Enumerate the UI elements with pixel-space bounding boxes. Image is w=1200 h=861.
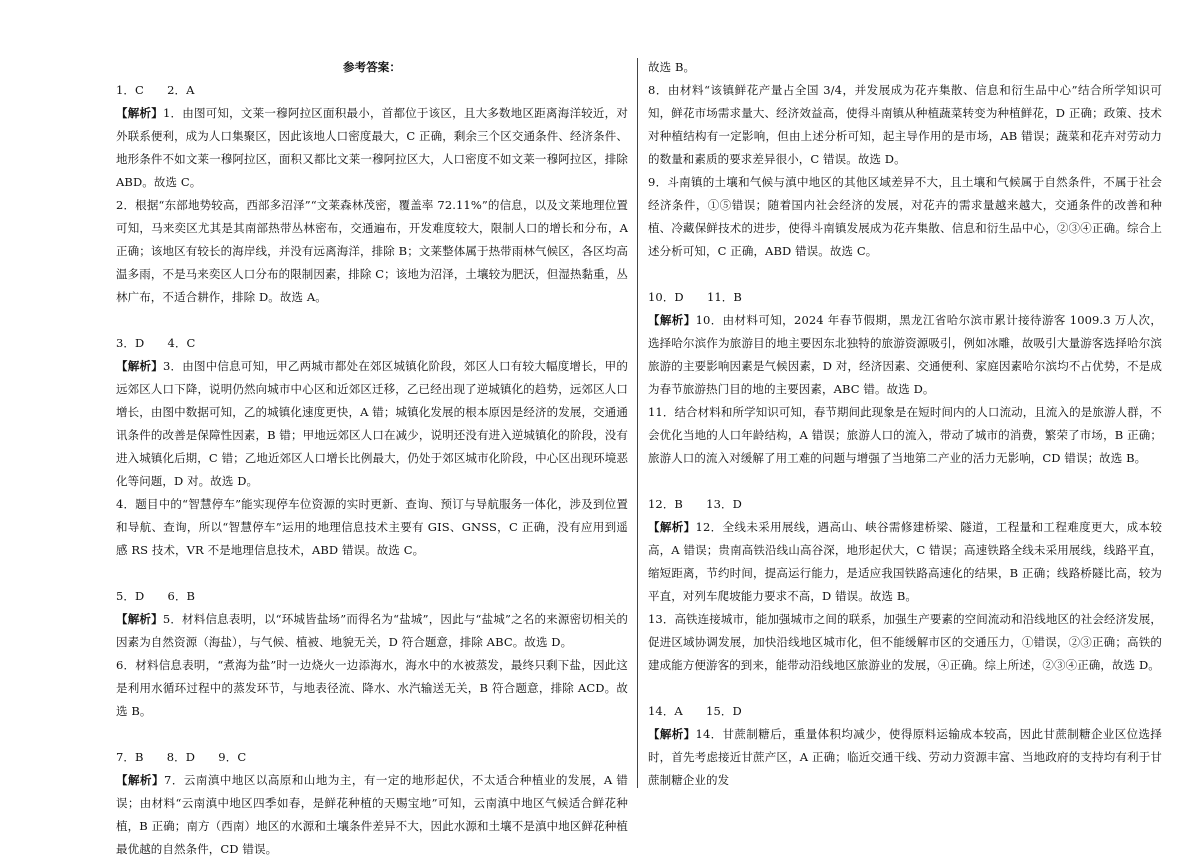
explanation-paragraph	[648, 171, 1162, 263]
paragraph-text: 9．斗南镇的土壤和气候与滇中地区的其他区域差异不大，且土壤和气候属于自然条件，不属于社会经济条件，①⑤错误；随着国内社会经济的发展，对花卉的需求量越来越大，交通条件的改善和种植、冷藏保鲜技术的进步，使得斗南镇发展成为花卉集散、信息和衍生品中心，②③④正确。综合上述分析可知，C 正确，ABD 错误。故选 C。	[648, 175, 1162, 258]
explanation-paragraph	[648, 723, 1162, 792]
answer-title: 参考答案：	[343, 60, 401, 74]
paragraph-text: 13．高铁连接城市，能加强城市之间的联系，加强生产要素的空间流动和沿线地区的社会经济发展，促进区域协调发展，加快沿线地区城市化，但不能缓解市区的交通压力，①错误，②③正确；高铁的建成能方便游客的到来，能带动沿线地区旅游业的发展，④正确。综上所述，②③④正确，故选 D。	[648, 612, 1162, 672]
explanation-paragraph	[648, 401, 1162, 470]
paragraph-text: 12．全线未采用展线，遇高山、峡谷需修建桥梁、隧道，工程量和工程难度更大，成本较高，A 错误；贵南高铁沿线山高谷深，地形起伏大，C 错误；高速铁路全线未采用展线，线路平直，缩短距离，节约时间，提高运行能力，是适应我国铁路高速化的结果，B 正确；线路桥隧比高，较为平直，对列车爬坡能力要求不高，D 错误。故选 B。	[648, 520, 1162, 603]
paragraph-text: 1．由图可知，文莱一穆阿拉区面积最小，首都位于该区，且大多数地区距离海洋较近，对外联系便利，成为人口集聚区，因此该地人口密度最大，C 正确，剩余三个区交通条件、经济条件、地形条件不如文莱一穆阿拉区，面积又都比文莱一穆阿拉区大，人口密度不如文莱一穆阿拉区，排除 ABD。故选 C。	[116, 106, 628, 189]
paragraph-text: 3．D 4．C	[116, 336, 196, 350]
explanation-paragraph	[116, 493, 628, 562]
explanation-paragraph	[648, 608, 1162, 677]
answer-key-line	[648, 493, 1162, 516]
analysis-tag: 【解析】	[648, 520, 696, 534]
paragraph-text: 5．D 6．B	[116, 589, 196, 603]
explanation-paragraph	[116, 102, 628, 194]
paragraph-text: 10．D 11．B	[648, 290, 742, 304]
explanation-paragraph	[116, 194, 628, 309]
blank-line	[116, 309, 628, 332]
paragraph-text: 2．根据“东部地势较高，西部多沼泽”“文莱森林茂密，覆盖率 72.11%”的信息，以及文莱地理位置可知，马来奕区尤其是其南部热带丛林密布，交通遍布，开发难度较大，限制人口的增长和分布，A 正确；该地区有较长的海岸线，并没有远离海洋，排除 B；文莱整体属于热带雨林气候区，各区均高温多雨，不是马来奕区人口分布的限制因素，排除 C；该地为沼泽，土壤较为肥沃，但湿热黏重，丛林广布，不适合耕作，排除 D。故选 A。	[116, 198, 628, 304]
explanation-paragraph	[116, 355, 628, 493]
answer-key-line	[116, 585, 628, 608]
paragraph-text: 14．甘蔗制糖后，重量体积均减少，使得原料运输成本较高，因此甘蔗制糖企业区位选择时，首先考虑接近甘蔗产区，A 正确；临近交通干线、劳动力资源丰富、当地政府的支持均有利于甘蔗制糖企业的发	[648, 727, 1162, 787]
answer-key-line	[648, 286, 1162, 309]
paragraph-text: 8．由材料“该镇鲜花产量占全国 3/4，并发展成为花卉集散、信息和衍生品中心”结合所学知识可知，鲜花市场需求量大、经济效益高，使得斗南镇从种植蔬菜转变为种植鲜花，D 正确；政策、技术对种植结构有一定影响，但由上述分析可知，起主导作用的是市场，AB 错误；蔬菜和花卉对劳动力的数量和素质的要求差异很小，C 错误。故选 D。	[648, 83, 1162, 166]
explanation-paragraph	[648, 56, 1162, 79]
answer-key-line	[116, 79, 628, 102]
explanation-paragraph	[648, 79, 1162, 171]
blank-line	[648, 263, 1162, 286]
analysis-tag: 【解析】	[116, 773, 165, 787]
answer-key-line	[116, 332, 628, 355]
paragraph-text: 5．材料信息表明，以“环城皆盐场”而得名为“盐城”，因此与“盐城”之名的来源密切相关的因素为自然资源（海盐），与气候、植被、地貌无关，D 符合题意，排除 ABC。故选 D。	[116, 612, 628, 649]
analysis-tag: 【解析】	[116, 106, 163, 120]
explanation-paragraph	[116, 608, 628, 654]
paragraph-text: 6．材料信息表明，“煮海为盐”时一边烧火一边添海水，海水中的水被蒸发，最终只剩下盐，因此这是利用水循环过程中的蒸发环节，与地表径流、降水、水汽输送无关，B 符合题意，排除 ACD。故选 B。	[116, 658, 628, 718]
paragraph-text: 7．B 8．D 9．C	[116, 750, 247, 764]
explanation-paragraph	[648, 309, 1162, 401]
blank-line	[116, 723, 628, 746]
blank-line	[648, 677, 1162, 700]
analysis-tag: 【解析】	[648, 313, 696, 327]
explanation-paragraph	[116, 769, 628, 861]
paragraph-text: 3．由图中信息可知，甲乙两城市都处在郊区城镇化阶段，郊区人口有较大幅度增长，甲的远郊区人口下降，说明仍然向城市中心区和近郊区迁移，乙已经出现了逆城镇化的趋势，远郊区人口增长，由图中数据可知，乙的城镇化速度更快，A 错；城镇化发展的根本原因是经济的发展，交通通讯条件的改善是保障性因素，B 错；甲地远郊区人口在减少，说明还没有进入逆城镇化的阶段，没有进入城镇化后期，C 错；乙地近郊区人口增长比例最大，仍处于郊区城市化阶段，中心区出现环境恶化等问题，D 对。故选 D。	[116, 359, 628, 488]
paragraph-text: 故选 B。	[648, 60, 696, 74]
answer-key-line	[116, 746, 628, 769]
paragraph-text: 14．A 15．D	[648, 704, 742, 718]
right-column	[648, 56, 1162, 792]
analysis-tag: 【解析】	[116, 612, 163, 626]
paragraph-text: 4．题目中的“智慧停车”能实现停车位资源的实时更新、查询、预订与导航服务一体化，涉及到位置和导航、查询，所以“智慧停车”运用的地理信息技术主要有 GIS、GNSS，C 正确，没有应用到遥感 RS 技术，VR 不是地理信息技术，ABD 错误。故选 C。	[116, 497, 628, 557]
paragraph-text: 1．C 2．A	[116, 83, 195, 97]
paragraph-text: 10．由材料可知，2024 年春节假期，黑龙江省哈尔滨市累计接待游客 1009.3 万人次，选择哈尔滨作为旅游目的地主要因东北独特的旅游资源吸引，例如冰雕，故吸引大量游客选择哈尔滨旅游的主要影响因素是气候因素，D 对，经济因素、交通便利、家庭因素哈尔滨均不占优势，不是成为春节旅游热门目的地的主要因素，ABC 错。故选 D。	[648, 313, 1163, 396]
paragraph-text: 7．云南滇中地区以高原和山地为主，有一定的地形起伏，不太适合种植业的发展，A 错误；由材料“云南滇中地区四季如春，是鲜花种植的天赐宝地”可知，云南滇中地区气候适合鲜花种植，B 正确；南方（西南）地区的水源和土壤条件差异不大，因此水源和土壤不是滇中地区鲜花种植最优越的自然条件，CD 错误。	[116, 773, 628, 856]
explanation-paragraph	[648, 516, 1162, 608]
paragraph-text: 11．结合材料和所学知识可知，春节期间此现象是在短时间内的人口流动，且流入的是旅游人群，不会优化当地的人口年龄结构，A 错误；旅游人口的流入，带动了城市的消费，繁荣了市场，B 正确；旅游人口的流入对缓解了用工难的问题与增强了当地第二产业的活力无影响，CD 错误；故选 B。	[648, 405, 1162, 465]
blank-line	[116, 562, 628, 585]
left-column	[116, 56, 628, 861]
paragraph-text: 12．B 13．D	[648, 497, 742, 511]
answer-key-line	[648, 700, 1162, 723]
analysis-tag: 【解析】	[648, 727, 696, 741]
blank-line	[648, 470, 1162, 493]
explanation-paragraph	[116, 654, 628, 723]
column-divider	[637, 58, 638, 788]
analysis-tag: 【解析】	[116, 359, 163, 373]
